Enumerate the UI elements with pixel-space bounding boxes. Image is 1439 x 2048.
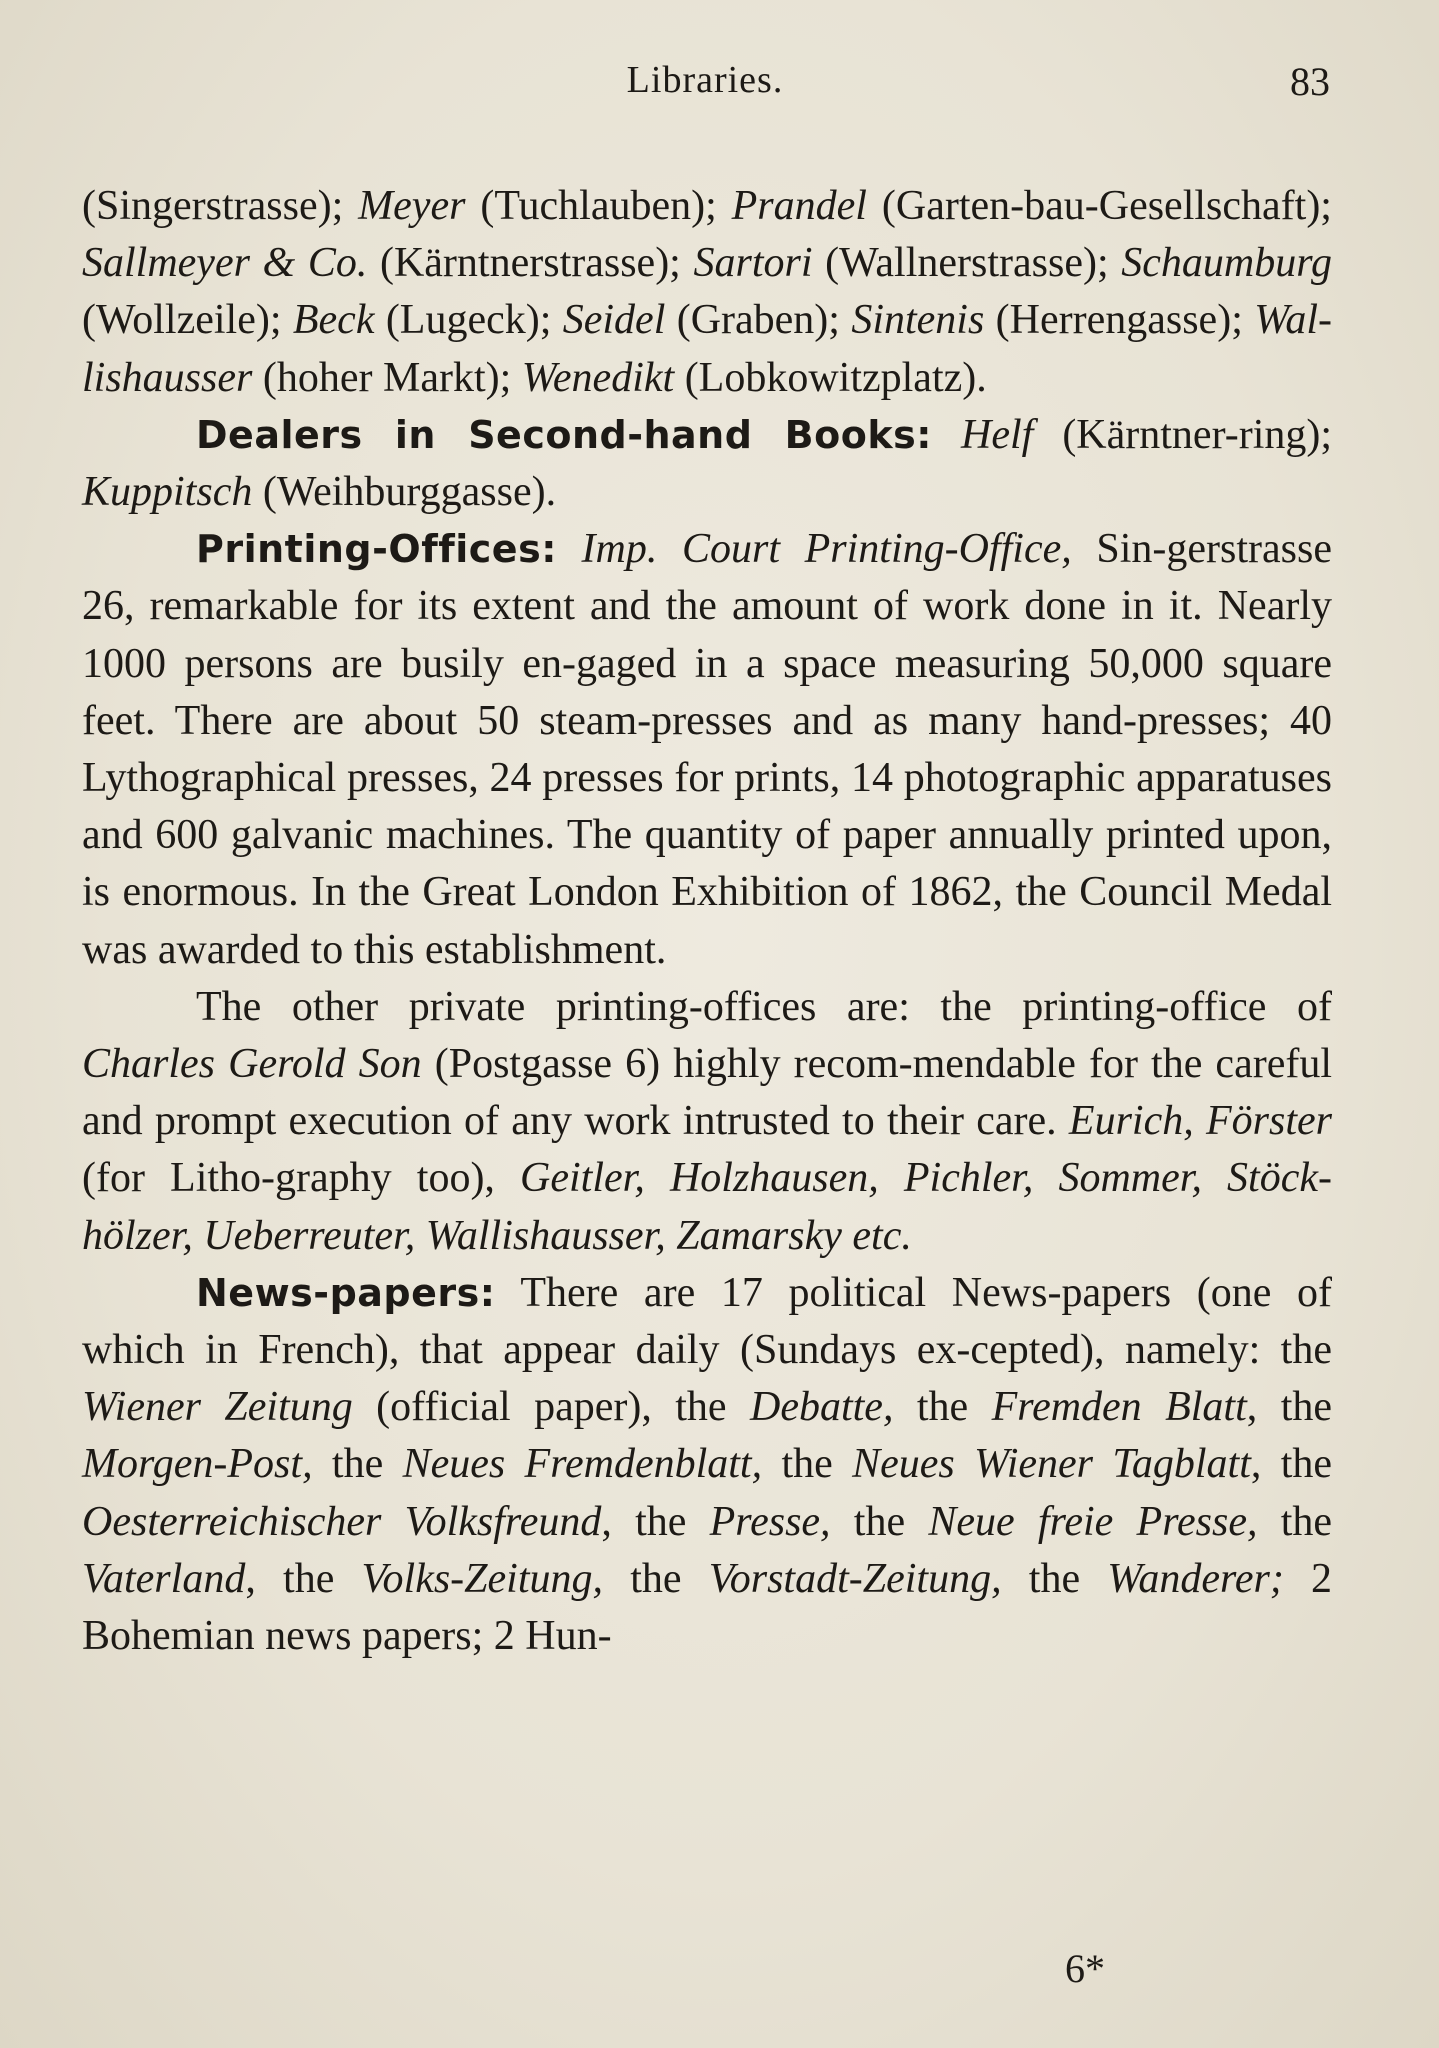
text-run: , the — [1246, 1384, 1333, 1431]
paper-neue-freie-presse: Neue freie Presse, — [928, 1498, 1258, 1545]
text-run: (official paper), the — [352, 1384, 750, 1431]
text-run: the — [1001, 1555, 1108, 1602]
name-wallishausser: Wal-lishausser — [82, 297, 1332, 401]
paper-morgen-post: Morgen-Post, — [82, 1441, 313, 1488]
text-run: the — [830, 1498, 929, 1545]
name-charles-gerold-son: Charles Gerold Son — [82, 1041, 422, 1088]
text-run: the — [893, 1384, 992, 1431]
heading-printing-offices: Printing-Offices: — [196, 527, 557, 572]
text-run: , the — [245, 1555, 362, 1602]
text-run: (Graben); — [665, 297, 852, 344]
text-run: the — [603, 1555, 709, 1602]
paper-vaterland: Vaterland — [82, 1555, 246, 1602]
names-printers-list: Geitler, Holzhausen, Pichler, Sommer, Stöck-hölzer, Ueberreuter, Wallishausser, Zamarsky etc. — [82, 1155, 1332, 1259]
text-run: (hoher Markt); — [252, 354, 522, 401]
paper-wanderer: Wanderer; — [1107, 1555, 1284, 1602]
text-run: the — [762, 1441, 853, 1488]
name-beck: Beck — [292, 297, 375, 344]
name-wenedikt: Wenedikt — [521, 354, 675, 401]
paper-neues-fremdenblatt: Neues Fremdenblatt, — [402, 1441, 763, 1488]
signature-mark: 6* — [1065, 1946, 1105, 1991]
text-run: (for Litho-graphy too), — [82, 1155, 521, 1202]
text-run: (Singerstrasse); — [82, 183, 359, 229]
text-run: There are 17 political News-papers (one of which in French), that appear daily (Sundays ex-cepted), namely: the — [82, 1269, 1332, 1374]
paragraph-booksellers-continued — [82, 178, 1332, 407]
running-head: Libraries. — [626, 59, 784, 101]
text-run: (Lugeck); — [374, 297, 563, 344]
text-run: (Wollzeile); — [82, 297, 293, 344]
paragraph-news-papers — [82, 1265, 1332, 1665]
paragraph-private-printing-offices — [82, 979, 1332, 1265]
text-run: (Lobkowitzplatz). — [674, 354, 987, 401]
text-run: (Kärntnerstrasse); — [367, 240, 694, 287]
name-schaumburg: Schaumburg — [1121, 240, 1332, 287]
paper-presse: Presse, — [709, 1498, 831, 1545]
paragraph-printing-offices — [82, 521, 1332, 979]
paper-neues-wiener-tagblatt: Neues Wiener Tagblatt — [852, 1441, 1251, 1488]
name-seidel: Seidel — [562, 297, 666, 344]
text-run: the — [312, 1441, 403, 1488]
text-run: Sin-gerstrasse 26, remarkable for its extent and the amount of work done in it. Nearly 1000 persons are busily en-gaged in a space measuring 50,000 square feet. There are about 50 steam-presses and as many hand-presses; 40 Lythographical presses, 24 presses for prints, 14 photographic apparatuses and 600 galvanic machines. The quantity of paper annually printed upon, is enormous. In the Great London Exhibition of 1862, the Council Medal was awarded to this establishment. — [82, 526, 1332, 973]
paper-vorstadt-zeitung: Vorstadt-Zeitung, — [708, 1555, 1002, 1602]
name-kuppitsch: Kuppitsch — [82, 469, 253, 516]
body-text — [82, 178, 1332, 1665]
heading-news-papers: News-papers: — [196, 1270, 496, 1315]
text-run: The other private printing-offices are: the printing-office of — [196, 983, 1332, 1030]
text-run: (Garten-bau-Gesellschaft); — [866, 183, 1332, 229]
paper-debatte: Debatte, — [750, 1384, 894, 1431]
name-helf: Helf — [960, 411, 1034, 458]
name-eurich-forster: Eurich, Förster — [1068, 1098, 1333, 1145]
text-run: 2 Bohemian news papers; 2 Hun- — [82, 1555, 1333, 1660]
name-sartori: Sartori — [693, 240, 813, 287]
text-run: , the — [1250, 1441, 1333, 1488]
paper-wiener-zeitung: Wiener Zeitung — [82, 1384, 353, 1431]
page-header — [80, 58, 1330, 118]
text-run: , the — [601, 1498, 710, 1545]
text-run: the — [1257, 1498, 1333, 1545]
paragraph-second-hand-books — [82, 407, 1332, 521]
heading-second-hand-books: Dealers in Second-hand Books: — [196, 412, 932, 457]
name-meyer: Meyer — [358, 183, 466, 229]
text-run: (Wallnerstrasse); — [812, 240, 1122, 287]
text-run — [557, 526, 582, 572]
name-imp-court-printing-office: Imp. Court Printing-Office, — [581, 526, 1072, 573]
name-prandel: Prandel — [731, 183, 867, 229]
text-run: (Weihburggasse). — [252, 469, 557, 516]
name-sintenis: Sintenis — [851, 297, 985, 344]
name-sallmeyer: Sallmeyer & Co. — [82, 240, 368, 287]
paper-volks-zeitung: Volks-Zeitung, — [361, 1555, 604, 1602]
paper-oesterreichischer-volksfreund: Oesterreichischer Volksfreund — [82, 1498, 602, 1545]
text-run — [932, 412, 961, 458]
page-number: 83 — [1290, 59, 1330, 104]
text-run: (Postgasse 6) highly recom-mendable for the careful and prompt execution of any work intrusted to their care. — [82, 1041, 1332, 1145]
text-run: (Kärntner-ring); — [1033, 411, 1333, 458]
paper-fremden-blatt: Fremden Blatt — [991, 1384, 1247, 1431]
text-run: (Herrengasse); — [984, 297, 1255, 344]
text-run: (Tuchlauben); — [465, 183, 732, 229]
